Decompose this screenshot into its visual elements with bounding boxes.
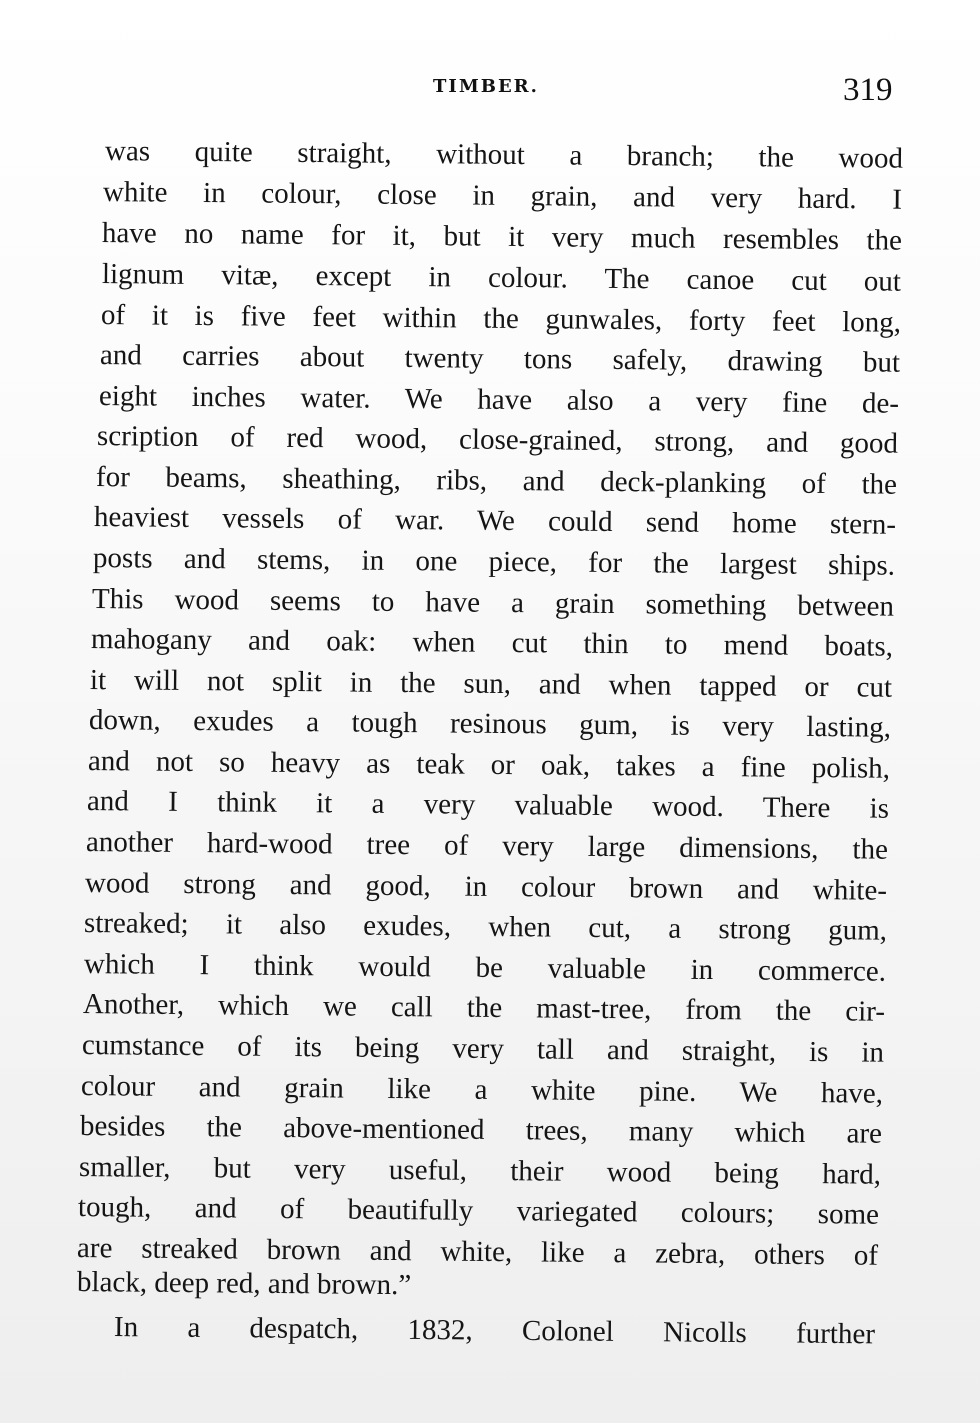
text-line: which I think would be valuable in commerce.	[83, 948, 887, 988]
text-line: another hard-wood tree of very large dimensions, the	[85, 826, 889, 866]
text-line: cumstance of its being very tall and straight, is in	[81, 1029, 885, 1069]
text-line: In a despatch, 1832, Colonel Nicolls further	[113, 1311, 876, 1351]
text-line: and carries about twenty tons safely, drawing but	[99, 339, 901, 379]
running-title: TIMBER.	[433, 76, 539, 97]
text-line: posts and stems, in one piece, for the largest ships.	[92, 542, 896, 582]
text-line: was quite straight, without a branch; the wood	[104, 135, 904, 175]
text-line: for beams, sheathing, ribs, and deck-planking of the	[95, 461, 898, 501]
text-line: scription of red wood, close-grained, strong, and good	[96, 420, 899, 460]
text-line: down, exudes a tough resinous gum, is very lasting,	[88, 704, 892, 744]
text-line: besides the above-mentioned trees, many which are	[79, 1110, 883, 1150]
text-line: Another, which we call the mast-tree, from the cir-	[82, 988, 886, 1028]
text-line: streaked; it also exudes, when cut, a strong gum,	[83, 907, 888, 947]
text-line: This wood seems to have a grain something between	[91, 583, 895, 623]
text-line: black, deep red, and brown.”	[76, 1266, 412, 1302]
text-line: tough, and of beautifully variegated colours; some	[77, 1191, 880, 1231]
text-line: lignum vitæ, except in colour. The canoe cut out	[101, 258, 902, 298]
text-line: mahogany and oak: when cut thin to mend boats,	[90, 623, 894, 663]
text-line: and not so heavy as teak or oak, takes a fine polish,	[87, 745, 891, 785]
text-line: and I think it a very valuable wood. There is	[86, 785, 890, 825]
text-line: smaller, but very useful, their wood being hard,	[78, 1151, 882, 1191]
text-line: eight inches water. We have also a very fine de-	[98, 380, 900, 420]
text-line: have no name for it, but it very much resembles the	[101, 217, 903, 257]
text-line: it will not split in the sun, and when tapped or cut	[89, 664, 893, 704]
text-line: of it is five feet within the gunwales, forty feet long,	[100, 299, 902, 339]
text-line: wood strong and good, in colour brown and white-	[84, 867, 888, 907]
page-number: 319	[843, 72, 893, 108]
text-line: colour and grain like a white pine. We have,	[80, 1070, 884, 1110]
text-line: are streaked brown and white, like a zebra, others of	[76, 1232, 879, 1272]
text-line: heaviest vessels of war. We could send home stern-	[93, 501, 897, 541]
text-line: white in colour, close in grain, and very hard. I	[102, 176, 903, 216]
